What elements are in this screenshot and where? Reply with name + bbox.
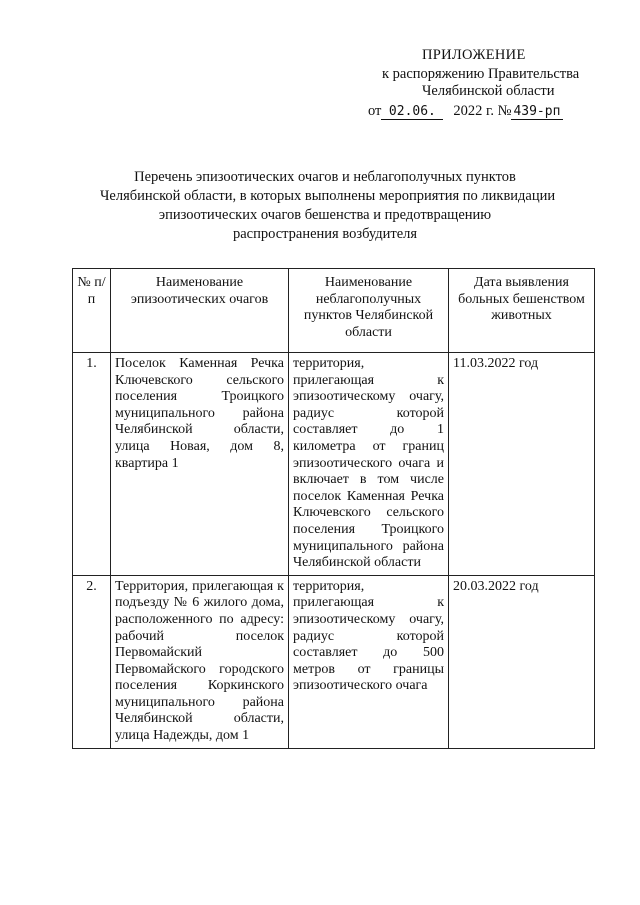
- row-focus: Поселок Каменная Речка Ключевского сельского поселения Троицкого муниципального района Челябинской области, улица Новая, дом 8, квартира 1: [111, 353, 289, 576]
- appendix-region-line: Челябинской области: [422, 83, 555, 99]
- column-header-number: № п/п: [73, 269, 111, 353]
- table-header-row: [73, 269, 595, 353]
- document-number: 439-рп: [511, 104, 563, 120]
- row-focus: Территория, прилегающая к подъезду № 6 жилого дома, расположенного по адресу: рабочий поселок Первомайский Первомайского городского поселения Коркинского муниципального района Челябинской области, улица Надежды, дом 1: [111, 575, 289, 748]
- row-date: 20.03.2022 год: [449, 575, 595, 748]
- row-number: 1.: [73, 353, 111, 576]
- table-row: [73, 353, 595, 576]
- row-date: 11.03.2022 год: [449, 353, 595, 576]
- table-row: [73, 575, 595, 748]
- column-header-foci: Наименование эпизоотических очагов: [111, 269, 289, 353]
- foci-table: [72, 268, 595, 749]
- document-title-line: эпизоотических очагов бешенства и предотвращению: [158, 207, 492, 223]
- appendix-title: ПРИЛОЖЕНИЕ: [422, 47, 526, 63]
- document-title: [100, 168, 556, 244]
- date-value: 02.06.: [381, 104, 443, 120]
- document-title-line: распространения возбудителя: [232, 226, 418, 242]
- document-title-line: Челябинской области, в которых выполнены мероприятия по ликвидации: [100, 188, 556, 204]
- row-area: территория, прилегающая к эпизоотическому очагу, радиус которой составляет до 500 метров от границы эпизоотического очага: [289, 575, 449, 748]
- column-header-points: Наименование неблагополучных пунктов Челябинской области: [289, 269, 449, 353]
- document-title-line: Перечень эпизоотических очагов и неблагополучных пунктов: [134, 169, 516, 185]
- appendix-date-line: [368, 102, 563, 120]
- column-header-date: Дата выявления больных бешенством животных: [449, 269, 595, 353]
- date-prefix: от: [368, 103, 382, 119]
- row-number: 2.: [73, 575, 111, 748]
- row-area: территория, прилегающая к эпизоотическому очагу, радиус которой составляет до 1 километра от границ эпизоотического очага и включает в том числе поселок Каменная Речка Ключевского сельского поселения Троицкого муниципального района Челябинской области: [289, 353, 449, 576]
- date-year: 2022 г. №: [453, 103, 512, 119]
- appendix-reference-line: к распоряжению Правительства: [382, 66, 580, 82]
